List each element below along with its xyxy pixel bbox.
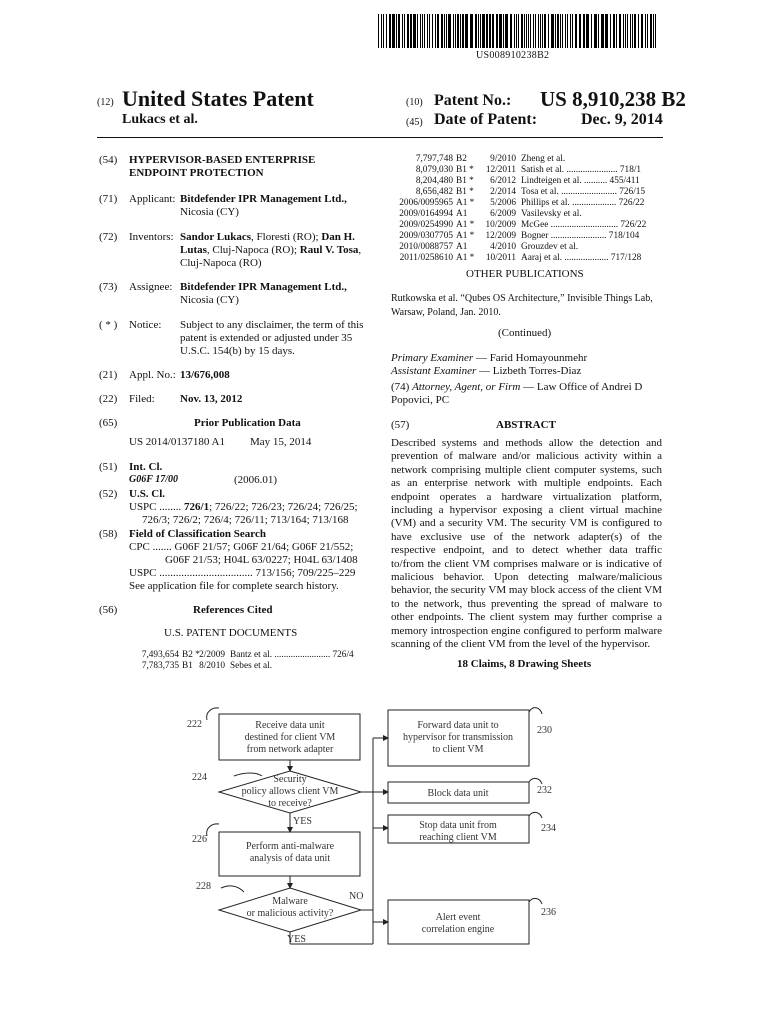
intcl-year: (2006.01) [234,474,278,486]
filed-code: (22) [99,393,118,405]
reference-kind: A1 [456,242,468,252]
title-code: (54) [99,154,118,166]
title-line-2: ENDPOINT PROTECTION [129,167,264,179]
us-docs-heading: U.S. PATENT DOCUMENTS [164,627,298,639]
reference-number: 7,783,735 [141,661,179,671]
reference-kind: A1 * [456,198,475,208]
other-pubs-heading: OTHER PUBLICATIONS [466,268,584,280]
refs-code: (56) [99,604,118,616]
no-label: NO [349,891,364,902]
box-230-line-2: hypervisor for transmission [403,732,513,743]
box-222-line-2: destined for client VM [244,732,336,743]
diamond-228-line-2: or malicious activity? [246,908,334,919]
leader-222 [207,708,219,720]
refs-heading: References Cited [193,604,273,616]
uscl-prefix: USPC ........ [129,501,185,513]
reference-kind: B1 * [456,187,474,197]
title-line-1: HYPERVISOR-BASED ENTERPRISE [129,154,316,166]
abstract-heading: ABSTRACT [496,419,556,431]
box-230-line-3: to client VM [432,744,484,755]
inventors-label: Inventors: [129,231,174,243]
reference-name: Aaraj et al. ................... 717/128 [521,253,642,263]
reference-name: Lindteigen et al. .......... 455/411 [521,176,640,186]
reference-number: 8,656,482 [415,187,453,197]
reference-date: 2/2014 [490,187,516,197]
filed-label: Filed: [129,393,155,405]
patent-number: US 8,910,238 B2 [540,87,686,111]
inventor-3-location: Cluj-Napoca (RO) [180,257,262,269]
reference-number: 7,797,748 [415,154,453,164]
field-label: Field of Classification Search [129,528,266,540]
intcl-code: (51) [99,461,118,473]
uscl-code: (52) [99,488,118,500]
reference-kind: B1 * [456,165,474,175]
box-232-text: Block data unit [427,788,489,799]
other-pub-line-2: Warsaw, Poland, Jan. 2010. [391,307,501,318]
reference-number: 2010/0088757 [399,242,453,252]
uscl-main-class: 726/1 [184,501,210,513]
abstract-text: Described systems and methods allow the detection and prevention of malware and/or malicious activity within a network comprising multiple client computer systems, such as an enterprise network with multiple endpoints. Each endpoint operates a hardware virtualization platform, including a hypervisor exposing a client virtual machine (VM) and a security VM. The security VM is configured to have exclusive use of the network adapter(s) of the respective endpoint, and to detect whether data traffic to/from the client VM comprises malware or is indicative of malicious behavior. Upon detecting malware/malicious behavior, the security VM may block access of the client VM to the network, thus preventing the spread of malware to other endpoints. The client system may further comprise a memory introspection engine configured to perform malware scanning of the client VM from the level of the hypervisor. [391,437,662,651]
reference-name: Bantz et al. ........................ 726/4 [230,650,354,660]
barcode-number: US008910238B2 [476,50,550,61]
uscl-label: U.S. Cl. [129,488,166,500]
reference-date: 10/2011 [485,253,516,263]
reference-number: 8,079,030 [415,165,453,175]
box-222-line-1: Receive data unit [255,720,325,731]
reference-kind: A1 * [456,231,475,241]
reference-kind: B1 * [456,176,474,186]
field-line-4: See application file for complete search history. [129,580,339,592]
yes-label-1: YES [293,816,312,827]
inventors-code: (72) [99,231,118,243]
attorney-label: Attorney, Agent, or Firm [412,381,521,393]
leader-230 [529,708,542,714]
inventor-1-name: Sandor Lukacs [180,231,252,243]
reference-kind: B2 * [182,650,200,660]
prior-heading: Prior Publication Data [194,417,301,429]
attorney-code: (74) [391,381,413,393]
assignee-label: Assignee: [129,281,173,293]
leader-228 [221,886,244,892]
appl-number: 13/676,008 [180,369,230,381]
uscl-line-2: 726/3; 726/2; 726/4; 726/11; 713/164; 713/168 [142,514,349,526]
reference-name: Grouzdev et al. [521,242,579,252]
reference-number: 2006/0095965 [399,198,453,208]
reference-date: 6/2012 [490,176,516,186]
reference-name: Vasilevsky et al. [521,209,582,219]
yes-label-2: YES [287,934,306,945]
code-10: (10) [406,97,423,108]
assignee-location: Nicosia (CY) [180,294,239,306]
other-pub-line-1: Rutkowska et al. “Qubes OS Architecture,” Invisible Things Lab, [391,293,653,304]
notice-line-3: U.S.C. 154(b) by 15 days. [180,345,295,357]
reference-date: 6/2009 [490,209,516,219]
inventor-2-name-a: Dan H. [321,231,355,243]
inventor-short: Lukacs et al. [122,112,198,127]
leader-226 [207,824,219,836]
box-234-line-1: Stop data unit from [419,820,497,831]
reference-name: Tosa et al. ........................ 726/15 [521,187,646,197]
notice-label: Notice: [129,319,162,331]
ref-236: 236 [541,907,556,918]
reference-number: 2011/0258610 [399,253,453,263]
diamond-228-line-1: Malware [272,896,308,907]
box-226-line-1: Perform anti-malware [245,841,335,852]
diamond-224-line-3: to receive? [268,798,312,809]
assistant-examiner-label: Assistant Examiner [391,365,477,377]
appl-code: (21) [99,369,118,381]
primary-examiner-label: Primary Examiner [391,352,474,364]
box-226-line-2: analysis of data unit [249,853,331,864]
reference-kind: A1 * [456,220,475,230]
reference-name: McGee ............................. 726/22 [521,220,647,230]
reference-date: 9/2010 [490,154,516,164]
appl-label: Appl. No.: [129,369,176,381]
uscl-rest: ; 726/22; 726/23; 726/24; 726/25; [209,501,358,513]
box-222-line-3: from network adapter [246,744,334,755]
field-code: (58) [99,528,118,540]
doc-type-title: United States Patent [122,86,314,111]
ref-222: 222 [187,719,202,730]
leader-236 [529,898,542,904]
prior-date: May 15, 2014 [250,436,312,448]
date-label: Date of Patent: [434,111,538,128]
patent-no-label: Patent No.: [434,92,512,109]
inventor-2-location: , Cluj-Napoca (RO); [206,244,300,256]
box-230-line-1: Forward data unit to [417,720,499,731]
box-234-line-2: reaching client VM [419,832,497,843]
notice-line-1: Subject to any disclaimer, the term of this [180,319,364,331]
claims-summary: 18 Claims, 8 Drawing Sheets [457,658,592,670]
leader-234 [529,812,542,818]
reference-kind: B1 [182,661,193,671]
field-line-3: USPC .................................. 713/156; 709/225–229 [129,567,356,579]
reference-number: 2009/0307705 [399,231,453,241]
reference-number: 2009/0254990 [399,220,453,230]
attorney-name: — Law Office of Andrei D [520,381,643,393]
ref-224: 224 [192,772,207,783]
reference-number: 8,204,480 [415,176,453,186]
code-45: (45) [406,117,423,128]
applicant-location: Nicosia (CY) [180,206,239,218]
ref-226: 226 [192,834,207,845]
notice-code: ( * ) [99,319,118,331]
intcl-class: G06F 17/00 [129,474,178,485]
reference-number: 7,493,654 [141,650,179,660]
reference-date: 12/2009 [485,231,516,241]
leader-232 [529,778,542,784]
ref-230: 230 [537,725,552,736]
reference-number: 2009/0164994 [399,209,453,219]
notice-line-2: patent is extended or adjusted under 35 [180,332,353,344]
applicant-code: (71) [99,193,118,205]
inventor-1-location: , Floresti (RO); [251,231,322,243]
assignee-code: (73) [99,281,118,293]
applicant-label: Applicant: [129,193,176,205]
abstract-code: (57) [391,419,410,431]
reference-date: 4/2010 [490,242,516,252]
prior-publication: US 2014/0137180 A1 [129,436,225,448]
prior-code: (65) [99,417,118,429]
leader-224 [234,773,262,776]
reference-name: Zheng et al. [521,154,566,164]
inventor-3-comma: , [358,244,362,256]
ref-232: 232 [537,785,552,796]
ref-228: 228 [196,881,211,892]
reference-name: Sebes et al. [230,661,273,671]
reference-date: 12/2011 [485,165,516,175]
reference-name: Phillips et al. ................... 726/22 [521,198,645,208]
reference-kind: A1 * [456,253,475,263]
filed-date: Nov. 13, 2012 [180,393,243,405]
assignee-name: Bitdefender IPR Management Ltd., [180,281,347,293]
reference-date: 8/2010 [199,661,225,671]
code-12: (12) [97,97,114,108]
diamond-224-line-2: policy allows client VM [241,786,339,797]
reference-kind: A1 [456,209,468,219]
diamond-224-line-1: Security [273,774,307,785]
patent-date: Dec. 9, 2014 [581,111,663,128]
field-line-2: G06F 21/53; H04L 63/0227; H04L 63/1408 [165,554,358,566]
reference-date: 2/2009 [199,650,225,660]
box-236-line-1: Alert event [435,912,481,923]
reference-kind: B2 [456,154,467,164]
reference-date: 5/2006 [490,198,516,208]
primary-examiner-name: — Farid Homayounmehr [473,352,588,364]
attorney-line-2: Popovici, PC [391,394,450,406]
field-line-1: CPC ....... G06F 21/57; G06F 21/64; G06F 21/552; [129,541,354,553]
inventor-3-name: Raul V. Tosa [299,244,359,256]
box-236-line-2: correlation engine [421,924,495,935]
assistant-examiner-name: — Lizbeth Torres-Diaz [476,365,582,377]
intcl-label: Int. Cl. [129,461,163,473]
reference-name: Satish et al. ...................... 718/1 [521,165,642,175]
reference-name: Bogner ........................ 718/104 [521,231,640,241]
reference-date: 10/2009 [485,220,516,230]
continued-note: (Continued) [498,327,552,339]
ref-234: 234 [541,823,556,834]
applicant-name: Bitdefender IPR Management Ltd., [180,193,347,205]
inventor-2-name-b: Lutas [180,244,207,256]
